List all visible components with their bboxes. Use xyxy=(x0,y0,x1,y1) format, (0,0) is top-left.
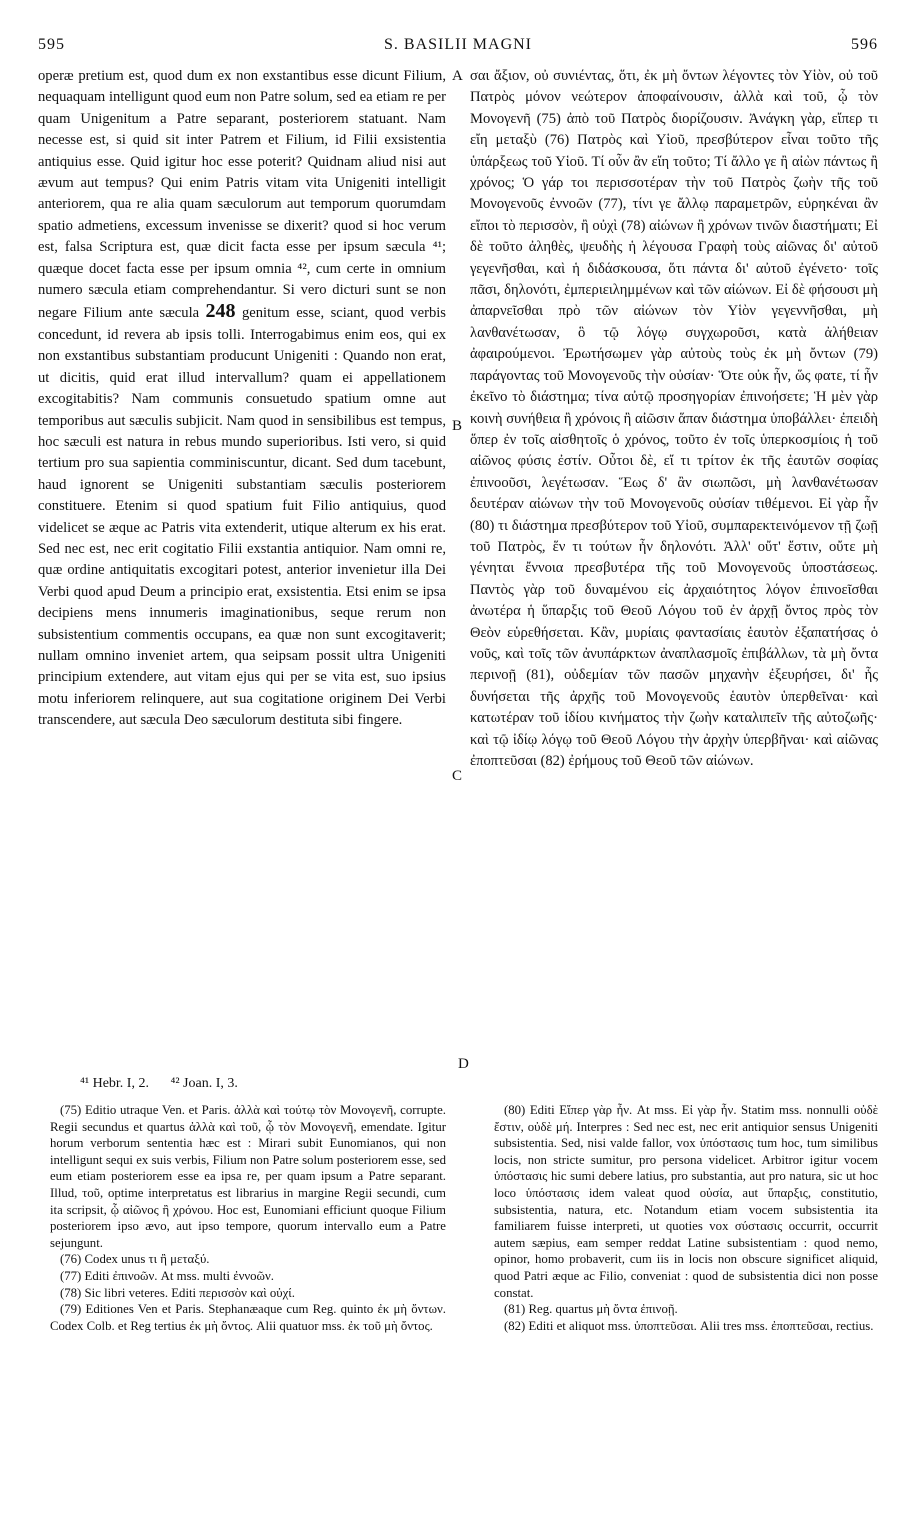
section-marker-a: A xyxy=(452,68,463,84)
section-marker-b: B xyxy=(452,418,463,434)
footnote-79: (79) Editiones Ven et Paris. Stephanæaque cum Reg. quinto ἐκ μὴ ὄντων. Codex Colb. et Reg tertius ἐκ μὴ ὄντος. Alii quatuor mss. ἐκ τοῦ μὴ ὄντος. xyxy=(50,1302,446,1333)
reference-hebr: ⁴¹ Hebr. I, 2. xyxy=(80,1076,149,1091)
running-title: S. BASILII MAGNI xyxy=(384,36,532,53)
footnote-75: (75) Editio utraque Ven. et Paris. ἀλλὰ καὶ τούτῳ τὸν Μονογενῆ, corrupte. Regii secundus et quartus ἀλλὰ καὶ τοῦ, ᾧ τὸν Μονογενῆ, emendate. Igitur horum verborum sententia hæc est : Mirari subit Eunomianos, qui non intelligunt sequi ex suis verbis, Filium non Patre solum posteriorem esse, sed eum etiam posteriorem esse ea ipsa re, per quam ipsum a Patre separant. Illud, τοῦ, optime interpretatus est librarius in margine Regii secundi, cum ita scripsit, ᾧ αἰῶνος ἢ χρόνου. Hoc est, Eunomiani efficiunt quoque Filium posteriorem ipso ævo, aut ipso tempore, quorum intervallo eum a Patre sejungunt. xyxy=(50,1103,446,1250)
reference-joan: ⁴² Joan. I, 3. xyxy=(170,1076,238,1091)
column-number: 248 xyxy=(205,300,236,323)
footnote-82: (82) Editi et aliquot mss. ὑποπτεῦσαι. Alii tres mss. ἐποπτεῦσαι, rectius. xyxy=(504,1318,874,1333)
footnotes-left xyxy=(50,1102,446,1334)
footnote-78: (78) Sic libri veteres. Editi περισσὸν καὶ οὐχί. xyxy=(60,1285,295,1300)
footnote-80: (80) Editi Εἴπερ γὰρ ἦν. At mss. Εἰ γὰρ ἦν. Statim mss. nonnulli οὐδὲ ἔστιν, οὐδὲ μή. Interpres : Sed nec est, nec erit antiquior sensus Unigeniti subsistentia. Sed, nisi valde fallor, vox ὑπόστασις tum hoc, tum similibus locis, non stricte sumitur, pro persona videlicet. Arbitror igitur vocem ὑπόστασις hic sumi debere latius, pro substantia, aut pro natura, sic ut hoc loco ὑπόστασις idem valeat quod οὐσία, aut ὕπαρξις, constitutio, subsistentia, natura, etc. Notandum etiam vocem subsistentia ita familiarem fuisse interpreti, ut quoties vox σύστασις occurrit, occurrit autem sæpius, eam semper reddat Latine subsistentiam : quod nemo, opinor, homo probaverit, cum iis in locis non obscure significet aliquid, quod Patri æque ac Filio, conveniat : quod de subsistentia dici non posse constat. xyxy=(494,1103,878,1300)
latin-text-after: genitum esse, sciant, quod verbis concedunt, id revera ab ipsis tolli. Interrogabimus enim eos, qui ex non exstantibus substantiam producunt Unigeniti : Quando non erat, ut dicitis, quid erat illud intervallum? quam ei appellationem excogitabitis? Nam communis consuetudo spatium omne aut temporibus aut sæculis subjicit. Nam quod in sensibilibus est tempus, hoc sæculi est natura in rebus mundo superioribus. Isti vero, si quid tertium pro sua sapientia comminiscuntur, dicant. Sed dum tacebunt, haud ignorent se Unigeniti substantiam sæculis posteriorem constituere. Etenim si quod spatium fuit Filio antiquius, quod videlicet se æque ac Patris vita extenderit, utique alterum ex his erat. Sed nec est, nec erit cogitatio Filii exstantia antiquior. Nam omni re, quæ ordine antiquitatis excogitari potest, anterior invenietur illa Dei Verbi quod apud Deum a principio erat, exsistentia. Etsi enim se ipsa decipiens mens innumeris imaginationibus, seque rerum non subsistentium commentis occupans, ea quæ non sunt excogitaverit; nullam omnino inveniet artem, qua seipsam possit ultra Unigeniti principium extendere, aut vitam ejus qui per se vita est, suo ipsius motu inferiorem relinquere, aut sua cogitatione originem Dei Verbi transcendere, aut sæcula Deo sæculorum destituta sibi fingere. xyxy=(38,305,446,729)
scripture-references xyxy=(80,1076,238,1092)
greek-paragraph: σαι ἄξιον, οὐ συνιέντας, ὅτι, ἐκ μὴ ὄντων λέγοντες τὸν Υἱὸν, οὐ τοῦ Πατρὸς μόνον νεώτερον ἀποφαίνουσιν, ἀλλὰ καὶ τοῦ, ᾧ τὸν Μονογενῆ (75) ἀπὸ τοῦ Πατρὸς διορίζουσιν. Ἀνάγκη γὰρ, εἴπερ τι εἴη μεταξὺ (76) Πατρὸς καὶ Υἱοῦ, πρεσβύτερον εἶναι τοῦτο τῆς ὑπάρξεως τοῦ Υἱοῦ. Τί οὖν ἂν εἴη τοῦτο; Τί ἄλλο γε ἢ αἰὼν πάντως ἢ χρόνος; Ὁ γάρ τοι περισσοτέραν τὴν τοῦ Πατρὸς ζωὴν τῆς τοῦ Μονογενοῦς ἐννοῶν (77), τίνι γε ἄλλῳ παραμετρῶν, εὑρηκέναι ἂν εἴποι τὸ περισσὸν, ἢ οὐχὶ (78) αἰώνων ἢ χρόνων τινῶν διαστήματι; Εἰ δὲ τοῦτο ἀληθὲς, ψευδὴς ἡ λέγουσα Γραφὴ τοὺς αἰῶνας δι' αὐτοῦ γεγενῆσθαι, καὶ ἡ διδάσκουσα, ὅτι πάντα δι' αὐτοῦ ἐγένετο· τοῖς πᾶσι, δηλονότι, ἐμπεριειλημμένων καὶ τῶν αἰώνων. Εἰ δὲ φήσουσι μὴ ἀπαρνεῖσθαι πρὸ τῶν αἰώνων τὸν Υἱὸν γεγεννῆσθαι, μὴ λανθανέτωσαν, ὃ τῷ λόγῳ συγχωροῦσι, κατὰ ἀλήθειαν ἀφαιρούμενοι. Ἐρωτήσωμεν γὰρ αὐτοὺς τοὺς ἐκ μὴ ὄντων (79) παράγοντας τοῦ Μονογενοῦς τὴν οὐσίαν· Ὅτε οὐκ ἦν, ὥς φατε, τί ἦν ἐκεῖνο τὸ διάστημα; τίνα αὐτῷ προσηγορίαν ἐπινοήσετε; Ἡ μὲν γὰρ κοινὴ συνήθεια ἢ χρόνοις ἢ αἰῶσιν ἅπαν διάστημα ὑποβάλλει· ἐπειδὴ ὅπερ ἐν τοῖς αἰσθητοῖς ὁ χρόνος, τοῦτο ἐν τοῖς ὑπερκοσμίοις ἡ τοῦ αἰῶνος φύσις ἐστίν. Οὗτοι δὲ, εἴ τι τρίτον ἐκ τῆς ἑαυτῶν σοφίας ἐπινοοῦσι, λεγέτωσαν. Ἕως δ' ἂν σιωπῶσι, μὴ λανθανέτωσαν δευτέραν αἰώνων τὴν τοῦ Μονογενοῦς οὐσίαν τιθέμενοι. Εἰ γὰρ ἦν (80) τι διάστημα πρεσβύτερον τοῦ Υἱοῦ, συμπαρεκτεινόμενον τῇ ζωῇ τοῦ Πατρὸς, ἕν τι τούτων ἦν δηλονότι. Ἀλλ' οὔτ' ἔστιν, οὔτε μὴ γένηται ἔννοια πρεσβυτέρα τῆς τοῦ Μονογενοῦς ὑποστάσεως. Παντὸς γὰρ τοῦ δυναμένου εἰς ἀρχαιότητος λόγον ἐπινοεῖσθαι ἀνωτέρα ἡ ὕπαρξις τοῦ Θεοῦ Λόγου τοῦ ἐν ἀρχῇ ὄντος πρὸς τὸν Θεὸν εὑρεθήσεται. Κἂν, μυρίαις φαντασίαις ἑαυτὸν ἐξαπατήσας ὁ νοῦς, καὶ τοῖς τῶν ἀνυπάρκτων ἀναπλασμοῖς ἐπιβάλλων, τὰ μὴ ὄντα περινοῇ (81), οὐδεμίαν τῶν πασῶν μηχανὴν ἐξευρήσει, δι' ἧς δυνήσεται τῆς ἀρχῆς τοῦ Μονογενοῦς ἑαυτὸν ὑπερθεῖναι· καὶ κατωτέραν τοῦ ἰδίου κινήματος τὴν ζωὴν καταλιπεῖν τῆς αὐτοζωῆς· καὶ τῷ ἰδίῳ λόγῳ τοῦ Θεοῦ Λόγου τὴν ἀρχὴν ὑπερβῆναι· καὶ αἰῶνας ἐποπτεῦσαι (82) ἐρήμους τοῦ Θεοῦ τῶν αἰώνων. xyxy=(470,68,878,769)
page-number-left: 595 xyxy=(38,36,65,53)
footnote-77: (77) Editi ἐπινοῶν. At mss. multi ἐννοῶν. xyxy=(60,1268,274,1283)
section-marker-d: D xyxy=(458,1056,469,1072)
page-header xyxy=(38,36,878,58)
greek-column xyxy=(470,66,878,772)
footnotes-right xyxy=(494,1102,878,1334)
section-marker-c: C xyxy=(452,768,463,784)
latin-column xyxy=(38,66,446,732)
latin-text-before: operæ pretium est, quod dum ex non exstantibus esse dicunt Filium, nequaquam intelligunt quod eum non Patre solum, sed ea etiam re per quam Unigenitum a Patre separant, posteriorem statuant. Nam necesse est, si quid sit inter Patrem et Filium, id Filii exsistentia antiquius esse. Quid igitur hoc esse poterit? Quidnam aliud nisi aut ævum aut tempus? Qui enim Patris vitam vita Unigeniti intelligit anteriorem, qua re alia quam sæculorum aut temporum quorumdam spatio admetiens, excessum invenisse se dixerit? quod si hoc verum est, falsa Scriptura est, quæ dicit facta esse per ipsum sæcula ⁴¹; quæque docet facta esse per ipsum omnia ⁴², cum certe in omnium numero sæcula etiam comprehendantur. Si vero dicturi sunt se non negare Filium ante sæcula xyxy=(38,68,446,322)
latin-paragraph xyxy=(38,66,446,732)
page-number-right: 596 xyxy=(851,36,878,53)
footnote-76: (76) Codex unus τι ἢ μεταξύ. xyxy=(60,1252,210,1267)
footnote-81: (81) Reg. quartus μὴ ὄντα ἐπινοῇ. xyxy=(504,1302,678,1317)
